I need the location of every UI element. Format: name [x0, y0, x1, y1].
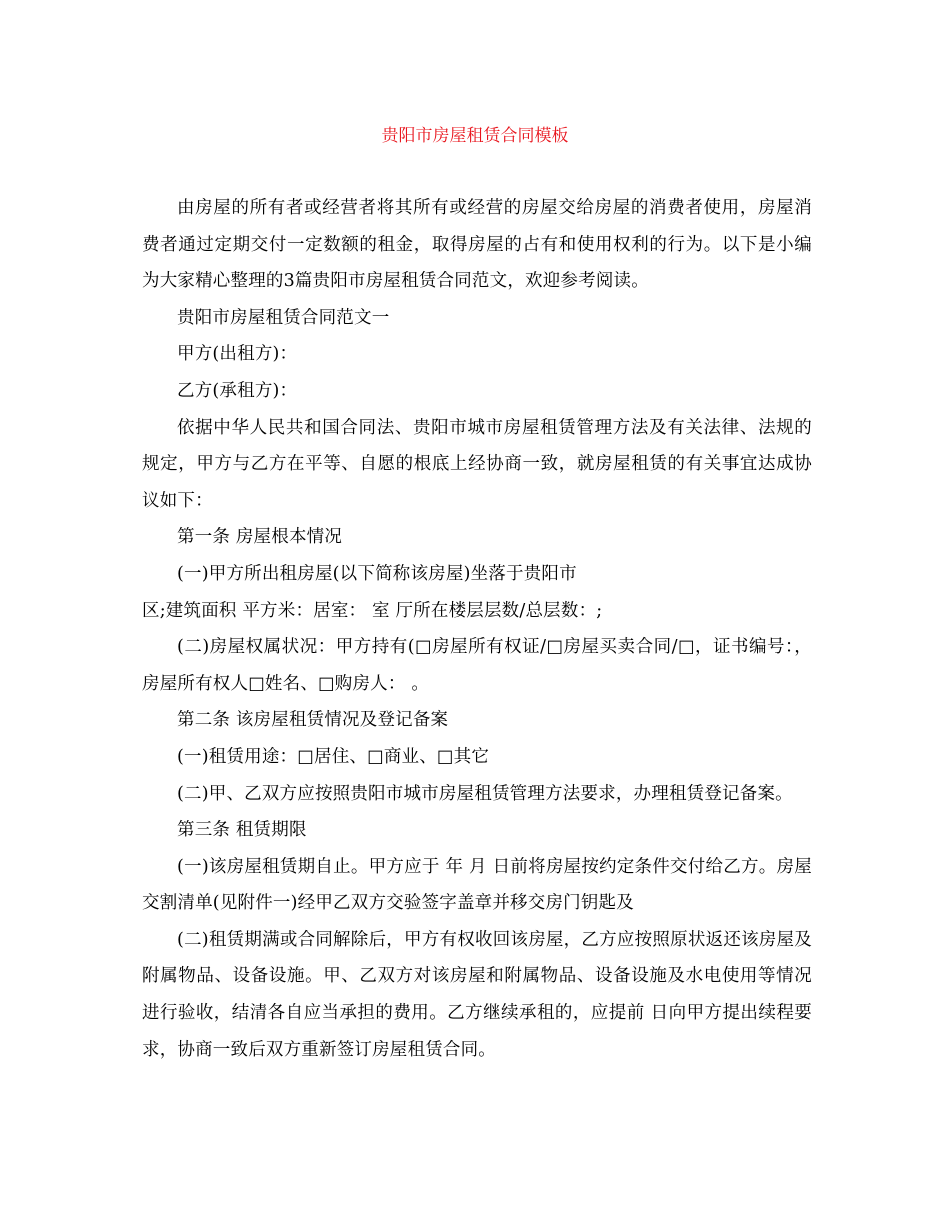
intro-paragraph: 由房屋的所有者或经营者将其所有或经营的房屋交给房屋的消费者使用，房屋消费者通过定期交付一定数额的租金，取得房屋的占有和使用权利的行为。以下是小编为大家精心整理的3篇贵阳市房屋租赁合同范文，欢迎参考阅读。	[142, 198, 812, 292]
party-a-line: 甲方(出租方)：	[177, 344, 298, 365]
article-1-heading: 第一条 房屋根本情况	[177, 527, 343, 548]
article-1-clause-1: (一)甲方所出租房屋(以下简称该房屋)坐落于贵阳市	[177, 563, 577, 584]
document-title: 贵阳市房屋租赁合同模板	[381, 126, 569, 146]
article-1-clause-1-continued: 区;建筑面积 平方米：居室： 室 厅所在楼层层数/总层数：;	[142, 600, 603, 621]
preamble-paragraph: 依据中华人民共和国合同法、贵阳市城市房屋租赁管理方法及有关法律、法规的规定，甲方与乙方在平等、自愿的根底上经协商一致，就房屋租赁的有关事宜达成协议如下：	[142, 417, 812, 511]
article-3-heading: 第三条 租赁期限	[177, 820, 307, 841]
article-2-heading: 第二条 该房屋租赁情况及登记备案	[177, 710, 449, 731]
article-2-clause-1: (一)租赁用途：□居住、□商业、□其它	[177, 746, 490, 767]
article-2-clause-2: (二)甲、乙双方应按照贵阳市城市房屋租赁管理方法要求，办理租赁登记备案。	[177, 783, 793, 804]
sample-heading: 贵阳市房屋租赁合同范文一	[177, 307, 390, 328]
party-b-line: 乙方(承租方)：	[177, 380, 298, 401]
document-body	[142, 190, 812, 1068]
article-3-clause-1: (一)该房屋租赁期自止。甲方应于 年 月 日前将房屋按约定条件交付给乙方。房屋交割清单(见附件一)经甲乙双方交验签字盖章并移交房门钥匙及	[142, 856, 812, 914]
article-3-clause-2: (二)租赁期满或合同解除后，甲方有权收回该房屋，乙方应按照原状返还该房屋及附属物品、设备设施。甲、乙双方对该房屋和附属物品、设备设施及水电使用等情况进行验收，结清各自应当承担的费用。乙方继续承租的，应提前 日向甲方提出续程要求，协商一致后双方重新签订房屋租赁合同。	[142, 929, 812, 1060]
article-1-clause-2: (二)房屋权属状况：甲方持有(□房屋所有权证/□房屋买卖合同/□，证书编号：，房屋所有权人□姓名、□购房人： 。	[142, 637, 812, 694]
